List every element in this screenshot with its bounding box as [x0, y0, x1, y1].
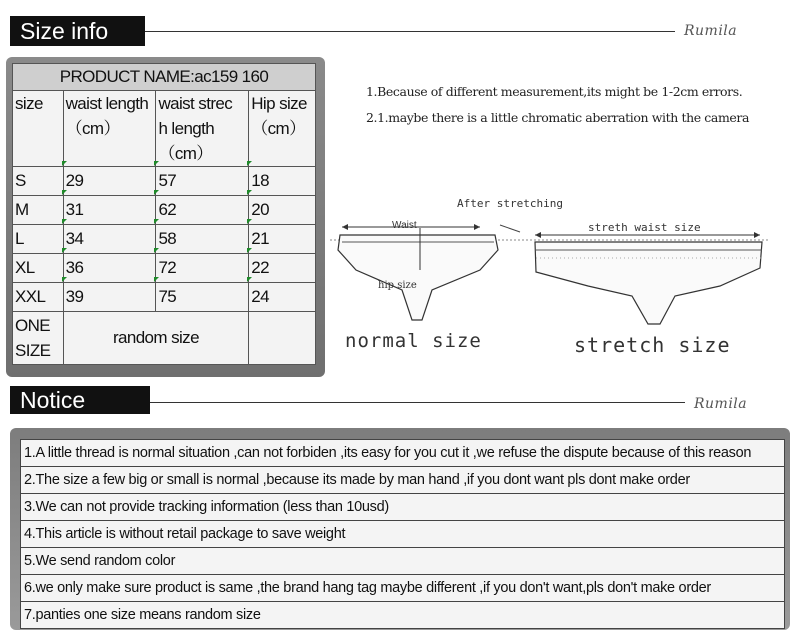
- notice-item: 7.panties one size means random size: [24, 607, 261, 623]
- product-name-cell: PRODUCT NAME:ac159 160: [13, 64, 316, 91]
- hip-cell: 24: [249, 283, 316, 312]
- table-row: [13, 167, 316, 196]
- table-row: [13, 283, 316, 312]
- notice-item: 2.The size a few big or small is normal ,because its made by man hand ,if you dont want pls dont make order: [21, 467, 784, 494]
- brand-signature: Rumila: [684, 23, 738, 39]
- header-hip-size: Hip size （cm）: [249, 91, 316, 167]
- header-waist-length: waist length （cm）: [63, 91, 156, 167]
- stretch-cell: 58: [156, 225, 249, 254]
- notice-item: 1.A little thread is normal situation ,can not forbiden ,its easy for you cut it ,we refuse the dispute because of this reason: [21, 440, 784, 467]
- notice-heading: Notice: [10, 386, 150, 414]
- normal-size-caption: normal size: [345, 330, 482, 352]
- one-size-label: ONE SIZE: [13, 312, 64, 365]
- stretch-cell: 57: [156, 167, 249, 196]
- size-cell: L: [13, 225, 64, 254]
- header-waist-stretch-length: waist strec h length （cm）: [156, 91, 249, 167]
- size-cell: M: [13, 196, 64, 225]
- size-cell: XL: [13, 254, 64, 283]
- waist-cell: 31: [63, 196, 156, 225]
- notice-item: 4.This article is without retail package to save weight: [21, 521, 784, 548]
- stretch-cell: 62: [156, 196, 249, 225]
- header-size: size: [13, 91, 64, 167]
- notice-item: 3.We can not provide tracking information (less than 10usd): [21, 494, 784, 521]
- table-row: [13, 225, 316, 254]
- stretch-size-caption: stretch size: [574, 333, 731, 357]
- size-table: [12, 63, 316, 365]
- size-info-heading: Size info: [10, 16, 145, 46]
- header-divider: [145, 31, 675, 32]
- size-cell: XXL: [13, 283, 64, 312]
- hip-cell: 20: [249, 196, 316, 225]
- hip-cell: 21: [249, 225, 316, 254]
- notice-item: 6.we only make sure product is same ,the brand hang tag maybe different ,if you don't want,pls don't make order: [21, 575, 784, 602]
- waist-cell: 29: [63, 167, 156, 196]
- waist-label: Waist: [392, 220, 417, 231]
- notice-divider: [150, 402, 685, 403]
- waist-cell: 34: [63, 225, 156, 254]
- stretch-cell: 75: [156, 283, 249, 312]
- table-row: [13, 254, 316, 283]
- note-measurement: 1.Because of different measurement,its might be 1-2cm errors.: [366, 84, 743, 99]
- notice-list: [20, 439, 785, 629]
- note-chromatic: 2.1.maybe there is a little chromatic aberration with the camera: [366, 110, 750, 125]
- after-stretching-label: After stretching: [457, 197, 563, 210]
- notice-brand-signature: Rumila: [694, 396, 748, 412]
- stretch-cell: 72: [156, 254, 249, 283]
- hip-size-label: hip size: [378, 280, 417, 291]
- hip-cell: 22: [249, 254, 316, 283]
- table-row-one-size: [13, 312, 316, 365]
- size-cell: S: [13, 167, 64, 196]
- stretch-waist-label: streth waist size: [588, 221, 701, 234]
- empty-cell: [249, 312, 316, 365]
- notice-item: 5.We send random color: [21, 548, 784, 575]
- table-row: [13, 196, 316, 225]
- waist-cell: 36: [63, 254, 156, 283]
- random-size-cell: random size: [63, 312, 249, 365]
- hip-cell: 18: [249, 167, 316, 196]
- waist-cell: 39: [63, 283, 156, 312]
